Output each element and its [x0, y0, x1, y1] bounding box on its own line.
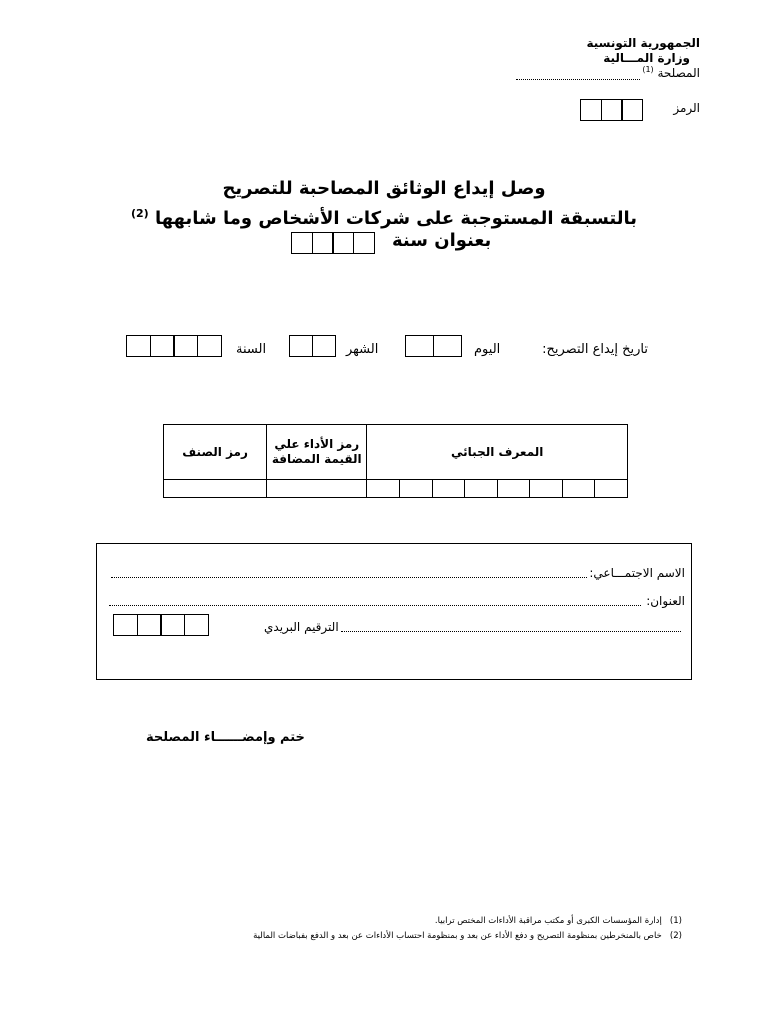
code-boxes[interactable] — [580, 99, 643, 121]
office-label: المصلحة $^{(1)}$ — [642, 65, 700, 80]
company-info-box — [96, 543, 692, 680]
year-box[interactable] — [291, 232, 313, 254]
footnote-1 — [435, 915, 682, 927]
postal-code-box[interactable] — [184, 614, 209, 636]
footnote-2-number: (2) — [669, 931, 682, 941]
postal-code-label: الترقيم البريدي — [264, 620, 339, 634]
month-label: الشهر — [346, 342, 379, 357]
tax-id-header: المعرف الجبائي — [367, 425, 628, 480]
tax-id-cell[interactable] — [465, 480, 498, 498]
office-footnote-ref: (1) — [642, 65, 654, 74]
tax-id-cell[interactable] — [399, 480, 432, 498]
footnote-1-text: إدارة المؤسسات الكبرى أو مكتب مراقبة الأداءات المختص ترابيا. — [434, 916, 662, 926]
footnote-2-text: خاص بالمنخرطين بمنظومة التصريح و دفع الأداء عن بعد و بمنظومة احتساب الأداءات عن بعد و الدفع بفباضات المالية — [253, 931, 662, 941]
postal-code-boxes[interactable] — [113, 614, 209, 636]
tax-id-cell[interactable] — [530, 480, 563, 498]
stamp-signature-label: ختم وإمضــــــاء المصلحة — [146, 730, 305, 745]
ministry-heading: وزارة المـــالية — [603, 51, 690, 65]
title-line-1: وصل إيداع الوثائق المصاحبة للتصريح — [222, 178, 546, 199]
year-boxes[interactable] — [126, 335, 222, 357]
filing-date-label: تاريخ إيداع التصريح: — [542, 342, 648, 357]
year-box[interactable] — [353, 232, 375, 254]
year-box[interactable] — [197, 335, 222, 357]
footnote-2 — [253, 930, 682, 942]
company-name-field[interactable] — [111, 577, 587, 578]
vat-code-header: رمز الأداء علي القيمة المضافة — [267, 425, 367, 480]
title-line-3: بعنوان سنة — [392, 230, 492, 251]
tax-id-cell[interactable] — [497, 480, 530, 498]
day-box[interactable] — [433, 335, 462, 357]
title-footnote-ref: (2) — [130, 207, 149, 220]
republic-heading: الجمهورية التونسية — [586, 36, 700, 50]
month-box[interactable] — [312, 335, 336, 357]
day-box[interactable] — [405, 335, 434, 357]
address-label: العنوان: — [646, 594, 685, 608]
tax-id-cell[interactable] — [595, 480, 628, 498]
address-field[interactable] — [109, 605, 641, 606]
year-box[interactable] — [126, 335, 151, 357]
category-code-header: رمز الصنف — [164, 425, 267, 480]
postal-code-dotted-line[interactable] — [341, 631, 681, 632]
identification-table — [163, 424, 628, 498]
year-box[interactable] — [173, 335, 198, 357]
code-box[interactable] — [580, 99, 602, 121]
code-box[interactable] — [621, 99, 643, 121]
title-line-2: بالتسبقة المستوجبة على شركات الأشخاص وما شابهها $^{(2)}$ — [130, 207, 638, 229]
tax-id-cell[interactable] — [432, 480, 465, 498]
day-boxes[interactable] — [405, 335, 462, 357]
day-label: اليوم — [474, 342, 501, 357]
office-dotted-line[interactable] — [516, 79, 640, 80]
year-box[interactable] — [150, 335, 175, 357]
code-box[interactable] — [601, 99, 623, 121]
month-boxes[interactable] — [289, 335, 336, 357]
tax-id-cell[interactable] — [367, 480, 400, 498]
postal-code-box[interactable] — [137, 614, 162, 636]
company-name-label: الاسم الاجتمـــاعي: — [589, 566, 685, 580]
footnote-1-number: (1) — [669, 916, 682, 926]
year-label: السنة — [236, 342, 267, 357]
postal-code-box[interactable] — [113, 614, 138, 636]
month-box[interactable] — [289, 335, 313, 357]
vat-code-cell[interactable] — [267, 480, 367, 498]
tax-id-cell[interactable] — [562, 480, 595, 498]
postal-code-box[interactable] — [160, 614, 185, 636]
year-title-boxes[interactable] — [291, 232, 375, 254]
code-label: الرمز — [673, 101, 700, 115]
year-box[interactable] — [332, 232, 354, 254]
year-box[interactable] — [312, 232, 334, 254]
category-code-cell[interactable] — [164, 480, 267, 498]
